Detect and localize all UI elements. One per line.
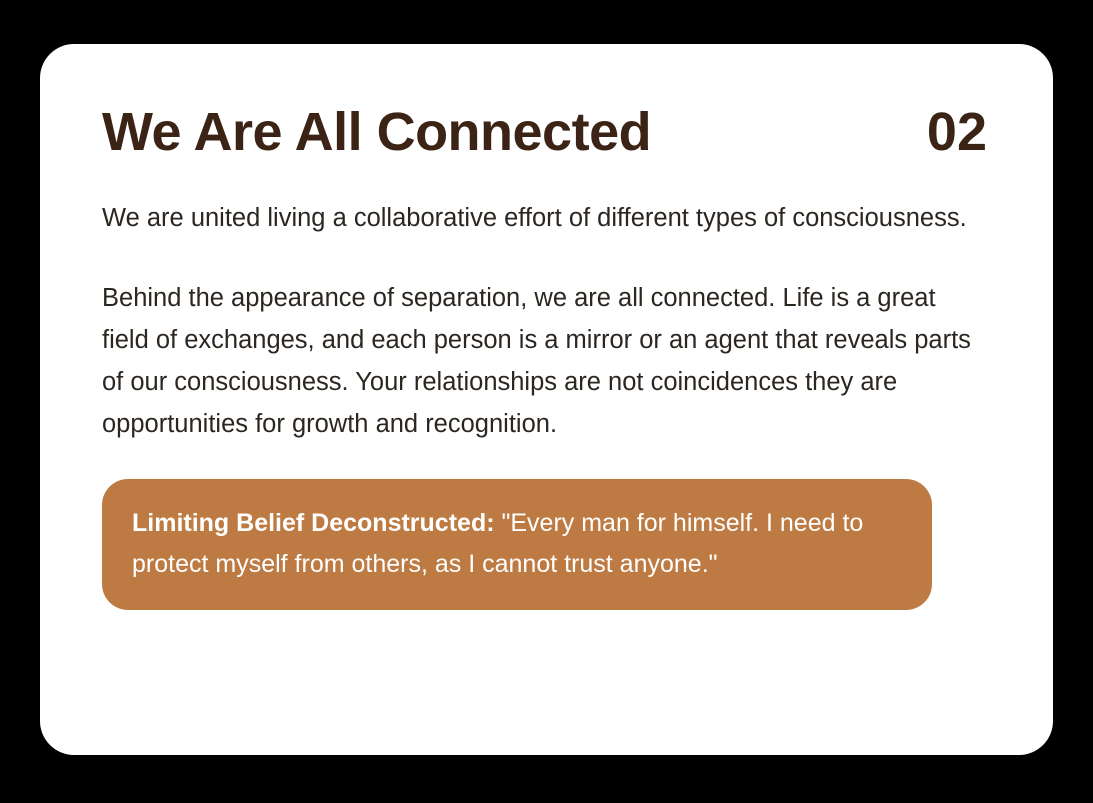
paragraph-main: Behind the appearance of separation, we are all connected. Life is a great field of exchanges, and each person is a mirror or an agent that reveals parts of our consciousness. Your relationships are not coincidences they are opportunities for growth and recognition. — [102, 283, 971, 438]
limiting-belief-callout — [102, 479, 932, 610]
card-header — [102, 100, 991, 161]
callout-text: "Every man for himself. I need to protect myself from others, as I cannot trust anyone." — [132, 509, 864, 578]
callout-paragraph — [132, 503, 902, 584]
paragraph-intro: We are united living a collaborative effort of different types of consciousness. — [102, 203, 967, 232]
callout-label: Limiting Belief Deconstructed: — [132, 509, 495, 537]
content-card — [40, 44, 1053, 755]
section-number: 02 — [926, 102, 987, 162]
page-title: We Are All Connected — [102, 102, 652, 162]
